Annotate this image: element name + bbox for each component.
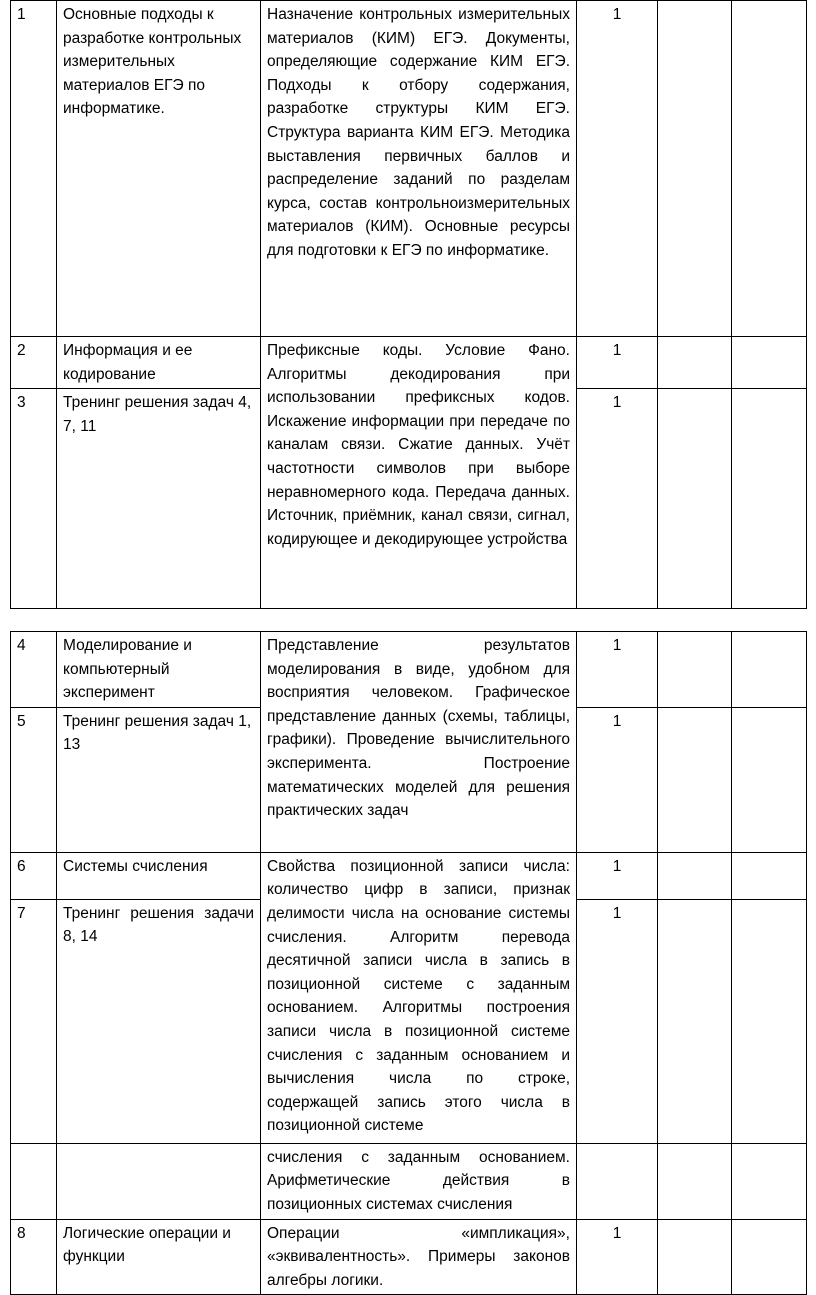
empty-cell bbox=[732, 337, 807, 389]
content-cell: Представление результатов моделирования в виде, удобном для восприятия человеком. Графическое представление данных (схемы, таблицы, графики). Проведение вычислительного эксперимента. Построение математических моделей для решения практических задач bbox=[261, 632, 577, 853]
empty-cell bbox=[658, 852, 732, 899]
topic-cell: Основные подходы к разработке контрольных измерительных материалов ЕГЭ по информатике. bbox=[57, 1, 261, 337]
content-cell: Операции «импликация», «эквивалентность». Примеры законов алгебры логики. bbox=[261, 1219, 577, 1295]
row-number: 2 bbox=[11, 337, 57, 389]
table-row bbox=[11, 1143, 807, 1219]
empty-cell bbox=[732, 899, 807, 1143]
topic-cell bbox=[57, 1143, 261, 1219]
topic-cell: Тренинг решения задачи 8, 14 bbox=[57, 899, 261, 1143]
row-number: 1 bbox=[11, 1, 57, 337]
hours-cell bbox=[577, 1143, 658, 1219]
empty-cell bbox=[658, 632, 732, 708]
content-cell: Префиксные коды. Условие Фано. Алгоритмы декодирования при использовании префиксных кодов. Искажение информации при передаче по каналам связи. Сжатие данных. Учёт частотности символов при выборе неравномерного кода. Передача данных. Источник, приёмник, канал связи, сигнал, кодирующее и декодирующее устройства bbox=[261, 337, 577, 609]
content-cell: Назначение контрольных измерительных материалов (КИМ) ЕГЭ. Документы, определяющие содержание КИМ ЕГЭ. Подходы к отбору содержания, разработке структуры КИМ ЕГЭ. Структура варианта КИМ ЕГЭ. Методика выставления первичных баллов и распределение заданий по разделам курса, состав контрольноизмерительных материалов (КИМ). Основные ресурсы для подготовки к ЕГЭ по информатике. bbox=[261, 1, 577, 337]
empty-cell bbox=[732, 1219, 807, 1295]
row-number: 8 bbox=[11, 1219, 57, 1295]
table-row bbox=[11, 632, 807, 708]
row-number: 7 bbox=[11, 899, 57, 1143]
topic-cell: Тренинг решения задач 1, 13 bbox=[57, 707, 261, 852]
row-number bbox=[11, 1143, 57, 1219]
empty-cell bbox=[658, 707, 732, 852]
empty-cell bbox=[732, 389, 807, 609]
empty-cell bbox=[658, 899, 732, 1143]
topic-cell: Информация и ее кодирование bbox=[57, 337, 261, 389]
empty-cell bbox=[658, 1143, 732, 1219]
topic-cell: Моделирование и компьютерный эксперимент bbox=[57, 632, 261, 708]
topic-cell: Логические операции и функции bbox=[57, 1219, 261, 1295]
content-cell: счисления с заданным основанием. Арифметические действия в позиционных системах счисления bbox=[261, 1143, 577, 1219]
hours-cell: 1 bbox=[577, 337, 658, 389]
hours-cell: 1 bbox=[577, 899, 658, 1143]
hours-cell: 1 bbox=[577, 389, 658, 609]
hours-cell: 1 bbox=[577, 632, 658, 708]
content-cell: Свойства позиционной записи числа: количество цифр в записи, признак делимости числа на основание системы счисления. Алгоритм перевода десятичной записи числа в запись в позиционной системе с заданным основанием. Алгоритмы построения записи числа в позиционной системе счисления с заданным основанием и вычисления числа по строке, содержащей запись этого числа в позиционной системе bbox=[261, 852, 577, 1143]
empty-cell bbox=[732, 1, 807, 337]
table-row bbox=[11, 852, 807, 899]
hours-cell: 1 bbox=[577, 1219, 658, 1295]
empty-cell bbox=[658, 337, 732, 389]
row-number: 5 bbox=[11, 707, 57, 852]
hours-cell: 1 bbox=[577, 852, 658, 899]
row-number: 6 bbox=[11, 852, 57, 899]
topic-cell: Системы счисления bbox=[57, 852, 261, 899]
hours-cell: 1 bbox=[577, 707, 658, 852]
course-plan-table-2 bbox=[10, 631, 807, 1295]
row-number: 3 bbox=[11, 389, 57, 609]
row-number: 4 bbox=[11, 632, 57, 708]
table-row bbox=[11, 1, 807, 337]
empty-cell bbox=[658, 389, 732, 609]
empty-cell bbox=[658, 1219, 732, 1295]
empty-cell bbox=[732, 632, 807, 708]
table-row bbox=[11, 1219, 807, 1295]
empty-cell bbox=[732, 1143, 807, 1219]
empty-cell bbox=[658, 1, 732, 337]
topic-cell: Тренинг решения задач 4, 7, 11 bbox=[57, 389, 261, 609]
empty-cell bbox=[732, 852, 807, 899]
empty-cell bbox=[732, 707, 807, 852]
hours-cell: 1 bbox=[577, 1, 658, 337]
table-row bbox=[11, 337, 807, 389]
course-plan-table-1 bbox=[10, 0, 807, 609]
